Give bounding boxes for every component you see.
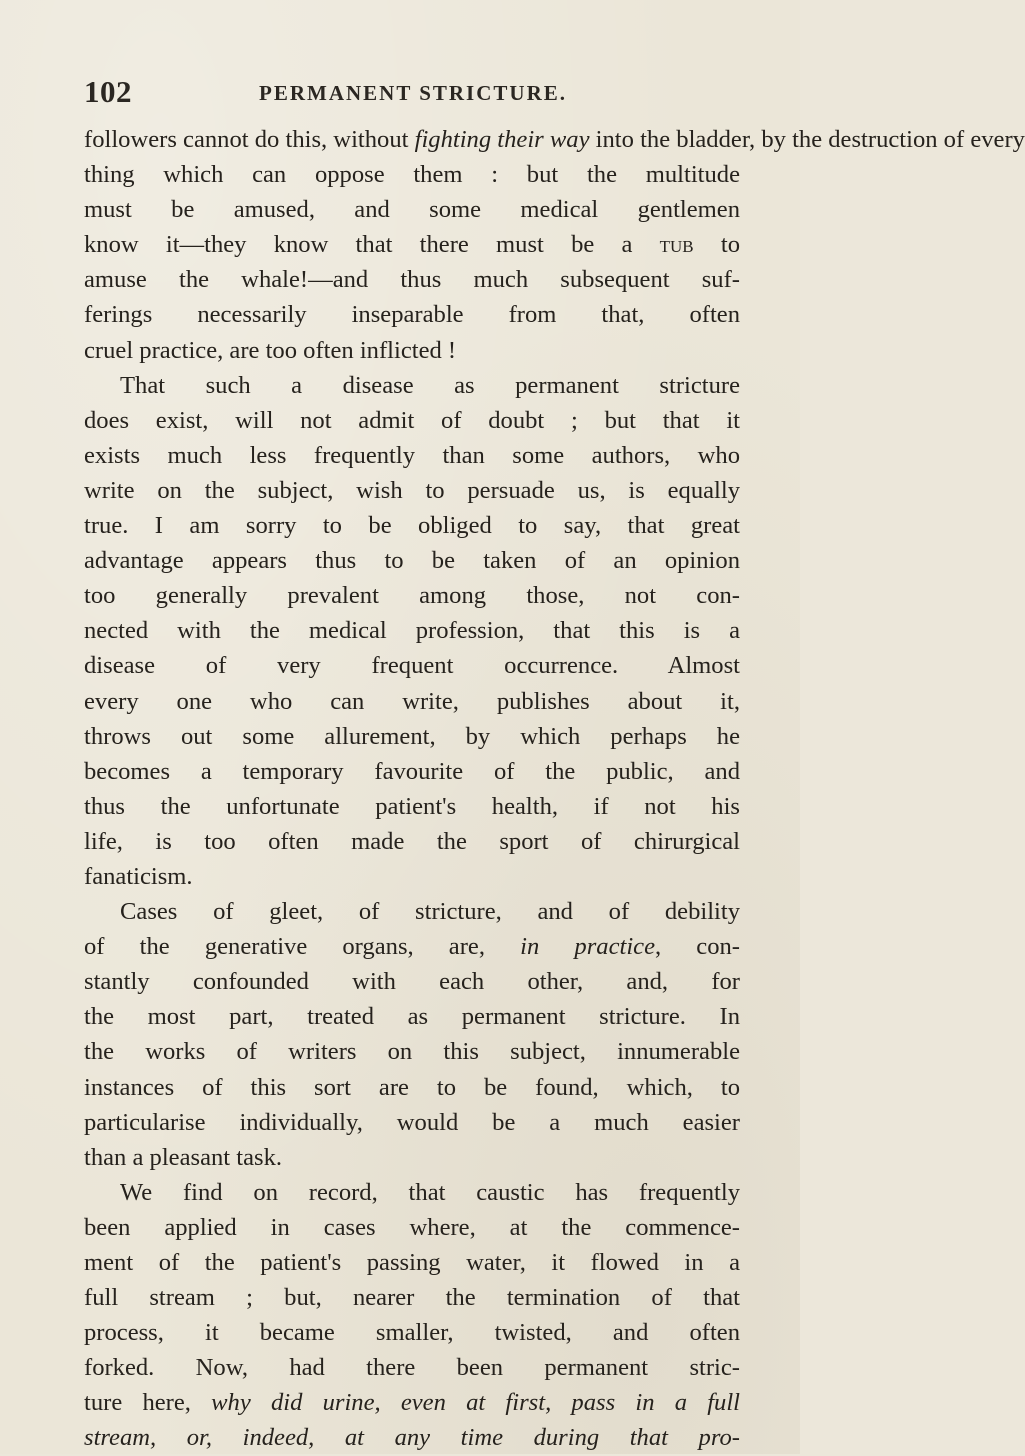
text-line: advantage appears thus to be taken of an opinion xyxy=(84,547,740,575)
text-line: amuse the whale!—and thus much subsequent suf- xyxy=(84,266,740,294)
text-line: thing which can oppose them : but the multitude xyxy=(84,161,740,189)
text-line: full stream ; but, nearer the termination of that xyxy=(84,1284,740,1312)
text-line: ture here, why did urine, even at first, pass in a full xyxy=(84,1389,740,1417)
text-line: exists much less frequently than some authors, who xyxy=(84,441,740,469)
text-line: life, is too often made the sport of chirurgical xyxy=(84,827,740,855)
paragraph-first-line: We find on record, that caustic has frequently xyxy=(120,1178,740,1206)
running-head: PERMANENT STRICTURE. xyxy=(259,81,567,105)
text-line: true. I am sorry to be obliged to say, that great xyxy=(84,512,740,540)
text-line: nected with the medical profession, that this is a xyxy=(84,617,740,645)
text-line: every one who can write, publishes about it, xyxy=(84,687,740,715)
text-line: disease of very frequent occurrence. Almost xyxy=(84,652,740,680)
text-line: process, it became smaller, twisted, and often xyxy=(84,1319,740,1347)
page-header xyxy=(84,74,724,114)
text-line: stream, or, indeed, at any time during that pro- xyxy=(84,1424,740,1452)
text-line: must be amused, and some medical gentlemen xyxy=(84,196,740,224)
text-line: write on the subject, wish to persuade us, is equally xyxy=(84,476,740,504)
paragraph-first-line: Cases of gleet, of stricture, and of debility xyxy=(120,898,740,926)
text-line: followers cannot do this, without fighting their way into the bladder, by the destruction of every xyxy=(84,126,1025,153)
text-line: the works of writers on this subject, innumerable xyxy=(84,1038,740,1066)
text-line: stantly confounded with each other, and, for xyxy=(84,968,740,996)
body-text xyxy=(84,122,1025,1456)
text-line: throws out some allurement, by which perhaps he xyxy=(84,722,740,750)
text-line: fanaticism. xyxy=(84,862,193,890)
text-line: know it—they know that there must be a tub to xyxy=(84,231,740,259)
paragraph-first-line: That such a disease as permanent stricture xyxy=(120,371,740,399)
page-number: 102 xyxy=(84,74,132,109)
text-line: ferings necessarily inseparable from that, often xyxy=(84,301,740,329)
text-line: cruel practice, are too often inflicted ! xyxy=(84,336,457,364)
text-line: been applied in cases where, at the commence- xyxy=(84,1213,740,1241)
text-line: ment of the patient's passing water, it flowed in a xyxy=(84,1249,740,1276)
text-line: the most part, treated as permanent stricture. In xyxy=(84,1003,740,1031)
text-line: of the generative organs, are, in practice, con- xyxy=(84,933,740,961)
text-line: too generally prevalent among those, not con- xyxy=(84,582,740,610)
text-line: does exist, will not admit of doubt ; but that it xyxy=(84,406,740,434)
text-line: becomes a temporary favourite of the public, and xyxy=(84,757,740,785)
text-line: thus the unfortunate patient's health, if not his xyxy=(84,792,740,820)
text-line: than a pleasant task. xyxy=(84,1143,283,1171)
text-line: forked. Now, had there been permanent stric- xyxy=(84,1354,740,1382)
text-line: particularise individually, would be a much easier xyxy=(84,1108,740,1136)
text-line: instances of this sort are to be found, which, to xyxy=(84,1073,740,1101)
